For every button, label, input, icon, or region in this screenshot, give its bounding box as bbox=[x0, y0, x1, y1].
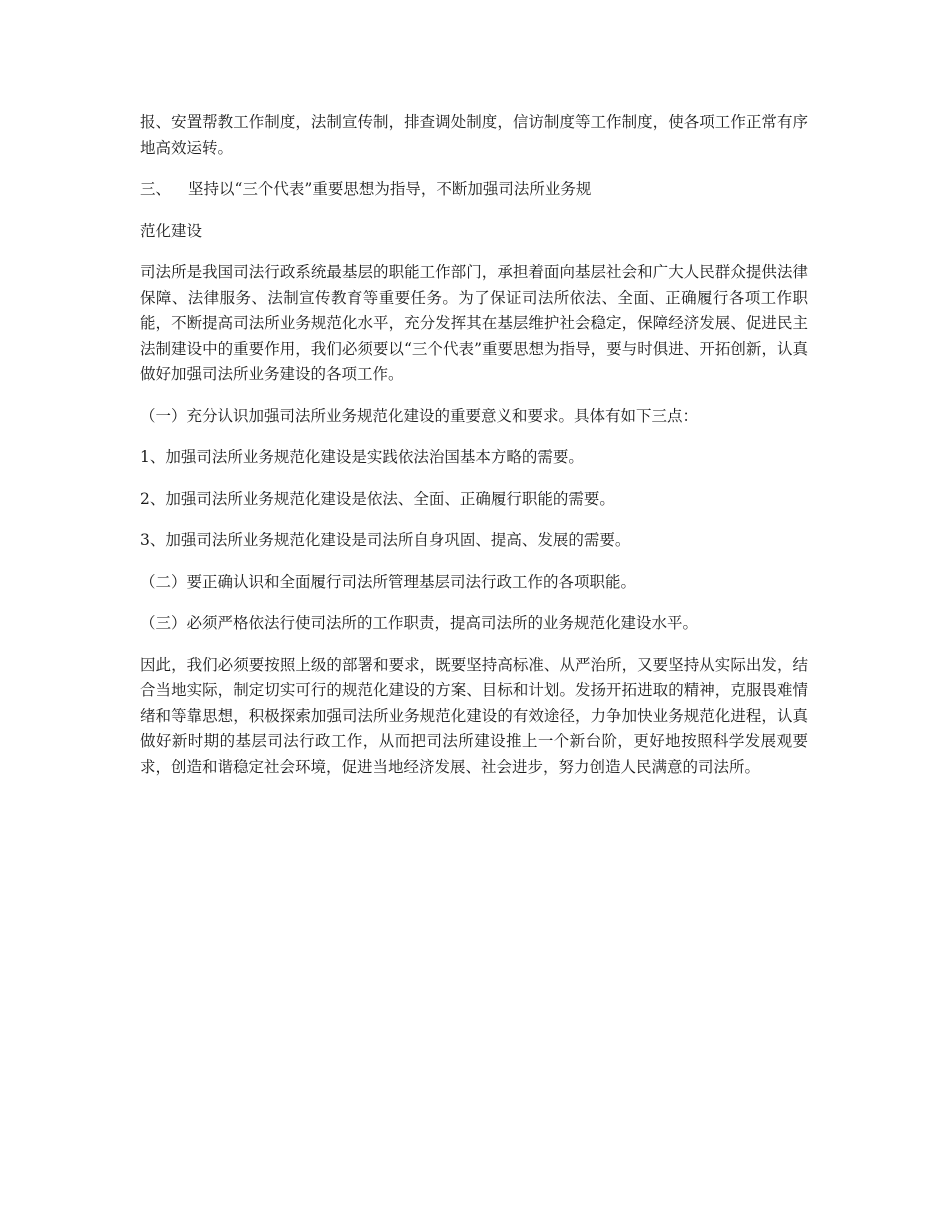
intro-paragraph: 报、安置帮教工作制度，法制宣传制，排查调处制度，信访制度等工作制度，使各项工作正常有序地高效运转。 bbox=[140, 113, 808, 157]
section-3-title-line2: 范化建设 bbox=[140, 221, 203, 240]
conclusion-paragraph: 因此，我们必须要按照上级的部署和要求，既要坚持高标准、从严治所，又要坚持从实际出发，结合当地实际，制定切实可行的规范化建设的方案、目标和计划。发扬开拓进取的精神，克服畏难情绪和等靠思想，积极探索加强司法所业务规范化建设的有效途径，力争加快业务规范化进程，认真做好新时期的基层司法行政工作，从而把司法所建设推上一个新台阶，更好地按照科学发展观要求，创造和谐稳定社会环境，促进当地经济发展、社会进步，努力创造人民满意的司法所。 bbox=[140, 655, 808, 776]
subsection-3: （三）必须严格依法行使司法所的工作职责，提高司法所的业务规范化建设水平。 bbox=[140, 614, 699, 632]
list-item-2: 2、加强司法所业务规范化建设是依法、全面、正确履行职能的需要。 bbox=[140, 489, 615, 508]
role-paragraph: 司法所是我国司法行政系统最基层的职能工作部门，承担着面向基层社会和广大人民群众提供法律保障、法律服务、法制宣传教育等重要任务。为了保证司法所依法、全面、正确履行各项工作职能，不断提高司法所业务规范化水平，充分发挥其在基层维护社会稳定，保障经济发展、促进民主法制建设中的重要作用，我们必须要以“三个代表”重要思想为指导，要与时俱进、开拓创新，认真做好加强司法所业务建设的各项工作。 bbox=[140, 263, 808, 383]
section-3-heading bbox=[140, 177, 808, 203]
document-page bbox=[140, 110, 808, 796]
list-item-1: 1、加强司法所业务规范化建设是实践依法治国基本方略的需要。 bbox=[140, 448, 584, 466]
list-item-3: 3、加强司法所业务规范化建设是司法所自身巩固、提高、发展的需要。 bbox=[140, 531, 631, 549]
subsection-2: （二）要正确认识和全面履行司法所管理基层司法行政工作的各项职能。 bbox=[140, 572, 637, 591]
section-3-title-line1: 坚持以“三个代表”重要思想为指导，不断加强司法所业务规 bbox=[188, 180, 592, 198]
section-3-number: 三、 bbox=[140, 180, 172, 198]
subsection-1: （一）充分认识加强司法所业务规范化建设的重要意义和要求。具体有如下三点： bbox=[140, 406, 699, 425]
